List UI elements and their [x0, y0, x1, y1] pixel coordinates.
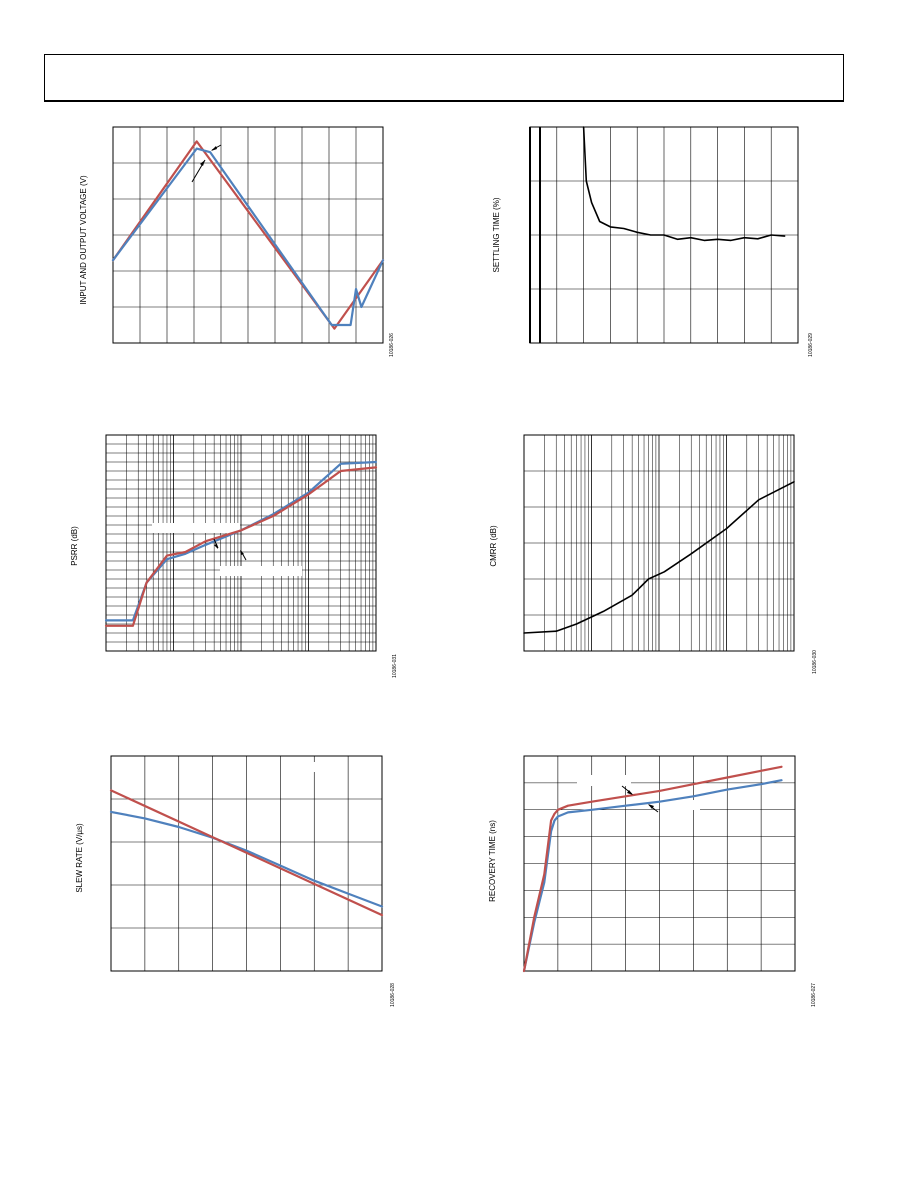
chart-recovery-time [488, 756, 817, 1007]
y-axis-title: INPUT AND OUTPUT VOLTAGE (V) [79, 175, 88, 305]
y-axis-title: RECOVERY TIME (ns) [488, 820, 497, 902]
chart-psrr [70, 435, 398, 678]
y-axis-title: CMRR (dB) [489, 525, 498, 567]
chart-slew-rate [75, 756, 396, 1007]
figure-code: 10186-026 [389, 333, 395, 357]
figure-code: 10186-028 [390, 983, 396, 1007]
legend-label-box [152, 523, 240, 533]
gridlines [111, 756, 382, 971]
series-line-rising [524, 767, 782, 971]
figure-code: 10186-027 [811, 983, 817, 1007]
series-line-trace [584, 127, 785, 240]
y-axis-title: SETTLING TIME (%) [492, 197, 501, 273]
gridlines [524, 756, 795, 971]
figure-code: 10186-030 [812, 650, 818, 674]
legend-label-box [577, 775, 631, 786]
figure-code: 10186-029 [808, 333, 814, 357]
chart-input-output-voltage [79, 127, 395, 357]
series-group [584, 127, 785, 240]
annotation-arrowhead [214, 544, 218, 549]
annotation-arrowhead [211, 146, 217, 151]
y-axis-title: SLEW RATE (V/µs) [75, 823, 84, 893]
gridlines [113, 127, 383, 343]
chart-cmrr [489, 435, 818, 674]
legend-label-box [220, 566, 302, 576]
gridlines [524, 435, 794, 651]
series-group [524, 767, 782, 971]
y-axis-title: PSRR (dB) [70, 526, 79, 566]
figure-code: 10186-031 [392, 654, 398, 678]
legend-label-box [311, 762, 341, 772]
chart-settling-time [492, 127, 814, 357]
